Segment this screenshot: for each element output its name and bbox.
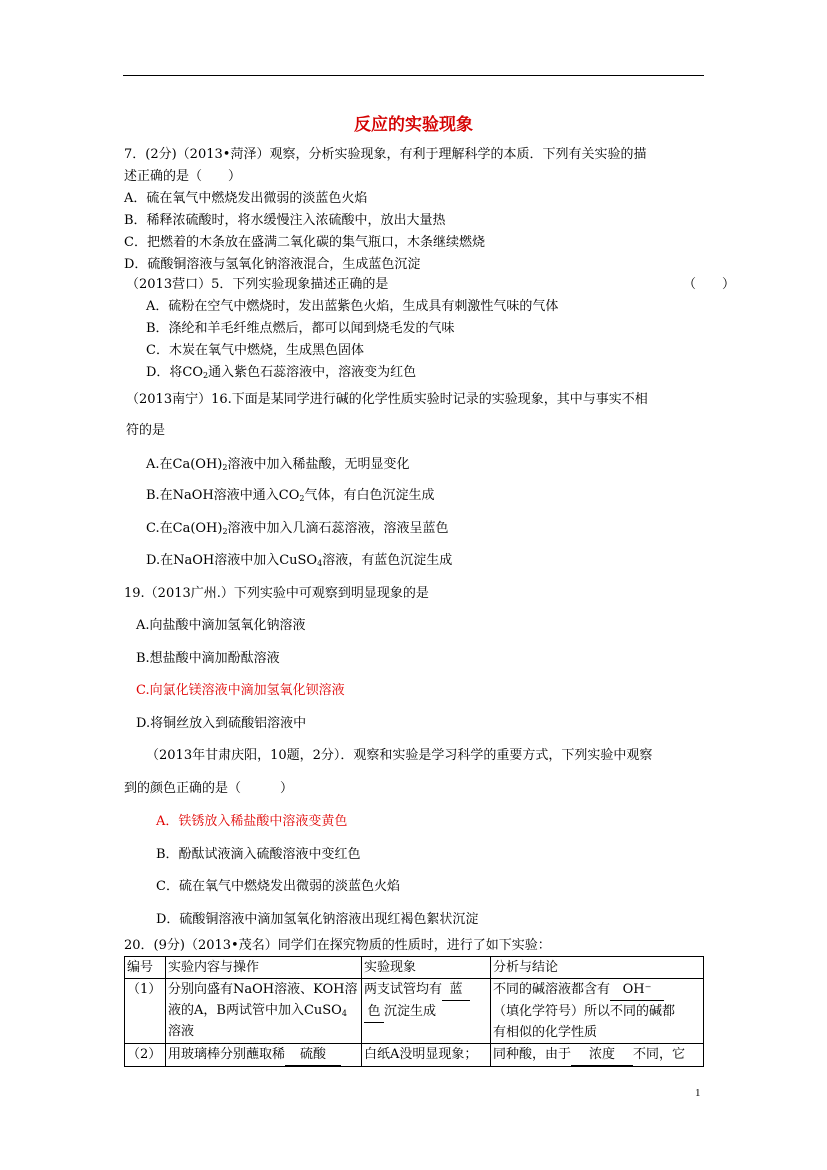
header-number: 编号 [125,957,166,979]
q16-option-b: B.在NaOH溶液中通入$CO_2$气体，有白色沉淀生成 [146,488,435,503]
q19-option-c-answer: C.向氯化镁溶液中滴加氢氧化钡溶液 [136,683,345,698]
q20-experiment-table [124,956,704,1067]
q16-option-a: A.在$Ca(OH)_2$溶液中加入稀盐酸，无明显变化 [146,457,410,472]
q20-stem: 20．(9分)（2013•茂名）同学们在探究物质的性质时，进行了如下实验： [124,938,551,953]
header-rule [123,75,704,76]
q7-option-b: B．稀释浓硫酸时，将水缓慢注入浓硫酸中，放出大量热 [124,213,446,228]
table-row [125,1044,704,1067]
q16-option-d: D.在NaOH溶液中加入CuSO$_4$溶液，有蓝色沉淀生成 [146,553,453,568]
q7-stem-line1: 7．(2分)（2013•菏泽）观察，分析实验现象，有利于理解科学的本质．下列有关实验的描 [124,147,647,162]
row2-operation: 用玻璃棒分别蘸取稀 硫酸 [166,1044,362,1067]
q16-stem-line1: （2013南宁）16.下面是某同学进行碱的化学性质实验时记录的实验现象，其中与事实不相 [126,392,648,407]
q7-stem-line2: 述正确的是（ ） [124,169,242,184]
page-title: 反应的实验现象 [354,115,473,135]
row1-operation: 分别向盛有NaOH溶液、KOH溶 液的A，B两试管中加入CuSO$_4$ 溶液 [166,979,362,1044]
row2-blank-acid: 硫酸 [285,1044,341,1066]
row2-conclusion: 同种酸，由于 浓度 不同，它 [491,1044,704,1067]
row2-blank-concentration: 浓度 [571,1044,633,1066]
header-operation: 实验内容与操作 [166,957,362,979]
row2-number: （2） [125,1044,166,1067]
q5-answer-paren: （ ） [683,277,736,292]
q7-option-a: A．硫在氧气中燃烧发出微弱的淡蓝色火焰 [124,191,368,206]
q7-option-d: D．硫酸铜溶液与氢氧化钠溶液混合，生成蓝色沉淀 [124,257,421,272]
table-header-row [125,957,704,979]
q19-stem: 19.（2013广州.）下列实验中可观察到明显现象的是 [124,586,429,601]
row1-blank-ion: OH⁻ [610,979,664,1001]
q10-stem-line1: （2013年甘肃庆阳，10题，2分）．观察和实验是学习科学的重要方式，下列实验中观察 [146,748,653,763]
q7-option-c: C．把燃着的木条放在盛满二氧化碳的集气瓶口，木条继续燃烧 [124,235,485,250]
row1-number: （1） [125,979,166,1044]
row1-blank-color2: 色 [364,1001,384,1023]
q5-option-a: A．硫粉在空气中燃烧时，发出蓝紫色火焰，生成具有刺激性气味的气体 [146,299,559,314]
q5-option-d: D．将$CO_2$通入紫色石蕊溶液中，溶液变为红色 [146,365,417,380]
q5-option-b: B．涤纶和羊毛纤维点燃后，都可以闻到烧毛发的气味 [146,321,455,336]
q19-option-b: B.想盐酸中滴加酚酞溶液 [136,651,280,666]
q10-option-c: C．硫在氧气中燃烧发出微弱的淡蓝色火焰 [156,879,400,894]
row1-conclusion: 不同的碱溶液都含有 OH⁻ （填化学符号）所以不同的碱都 有相似的化学性质 [491,979,704,1044]
q5-stem: （2013营口）5．下列实验现象描述正确的是 [126,277,389,292]
header-conclusion: 分析与结论 [491,957,704,979]
row2-phenomenon: 白纸A没明显现象； [362,1044,491,1067]
q19-option-d: D.将铜丝放入到硫酸铝溶液中 [136,716,307,731]
q10-stem-line2: 到的颜色正确的是（ ） [124,781,294,796]
q19-option-a: A.向盐酸中滴加氢氧化钠溶液 [136,618,306,633]
q5-option-c: C．木炭在氧气中燃烧，生成黑色固体 [146,343,364,358]
q10-option-a-answer: A．铁锈放入稀盐酸中溶液变黄色 [156,814,348,829]
q16-stem-line2: 符的是 [126,423,166,438]
q10-option-b: B．酚酞试液滴入硫酸溶液中变红色 [156,847,361,862]
table-row [125,979,704,1044]
row1-blank-color1: 蓝 [442,979,470,1001]
row1-phenomenon: 两支试管均有 蓝 色 沉淀生成 [362,979,491,1044]
header-phenomenon: 实验现象 [362,957,491,979]
page-number: 1 [695,1087,701,1099]
q10-option-d: D．硫酸铜溶液中滴加氢氧化钠溶液出现红褐色絮状沉淀 [156,912,479,927]
q16-option-c: C.在$Ca(OH)_2$溶液中加入几滴石蕊溶液，溶液呈蓝色 [146,521,449,536]
